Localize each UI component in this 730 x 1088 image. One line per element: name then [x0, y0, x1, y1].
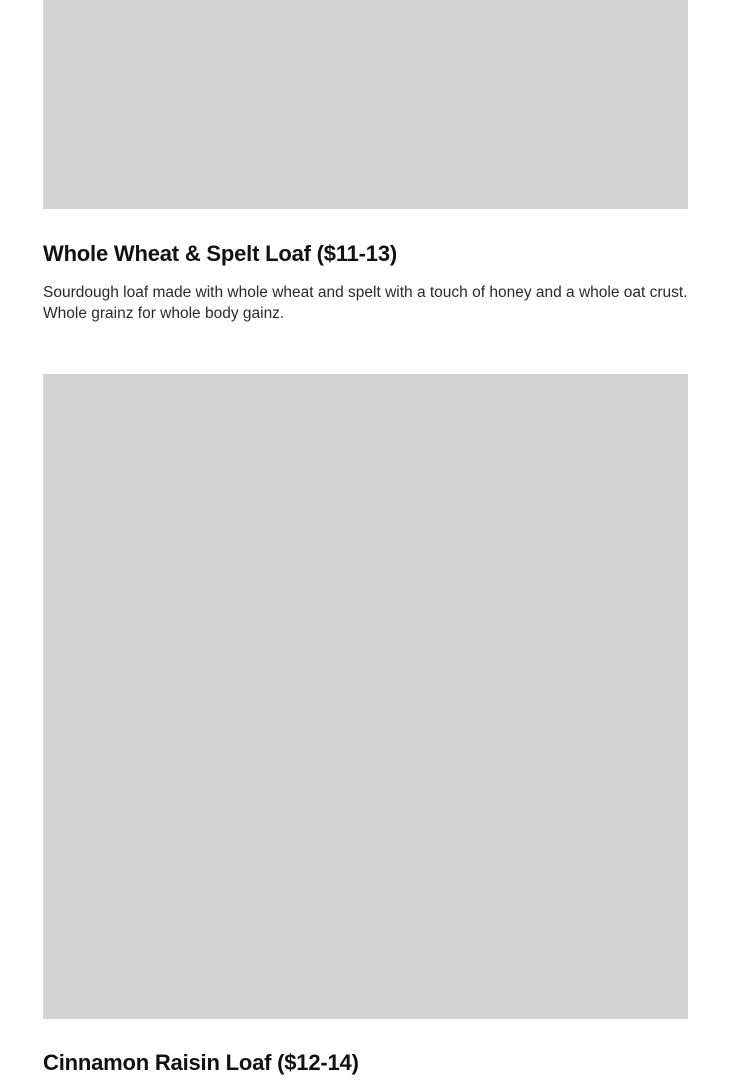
product-card-cinnamon-raisin: [43, 374, 688, 1078]
product-title: Cinnamon Raisin Loaf ($12-14): [43, 1050, 359, 1075]
product-description: Sourdough loaf made with whole wheat and spelt with a touch of honey and a whole oat crust. Whole grainz for whole body gainz.: [43, 284, 688, 322]
product-image[interactable]: [43, 0, 688, 209]
product-title: Whole Wheat & Spelt Loaf ($11-13): [43, 241, 398, 266]
product-list: [43, 0, 688, 1078]
product-image[interactable]: [43, 374, 688, 1019]
product-card-whole-wheat-spelt: [43, 0, 688, 324]
